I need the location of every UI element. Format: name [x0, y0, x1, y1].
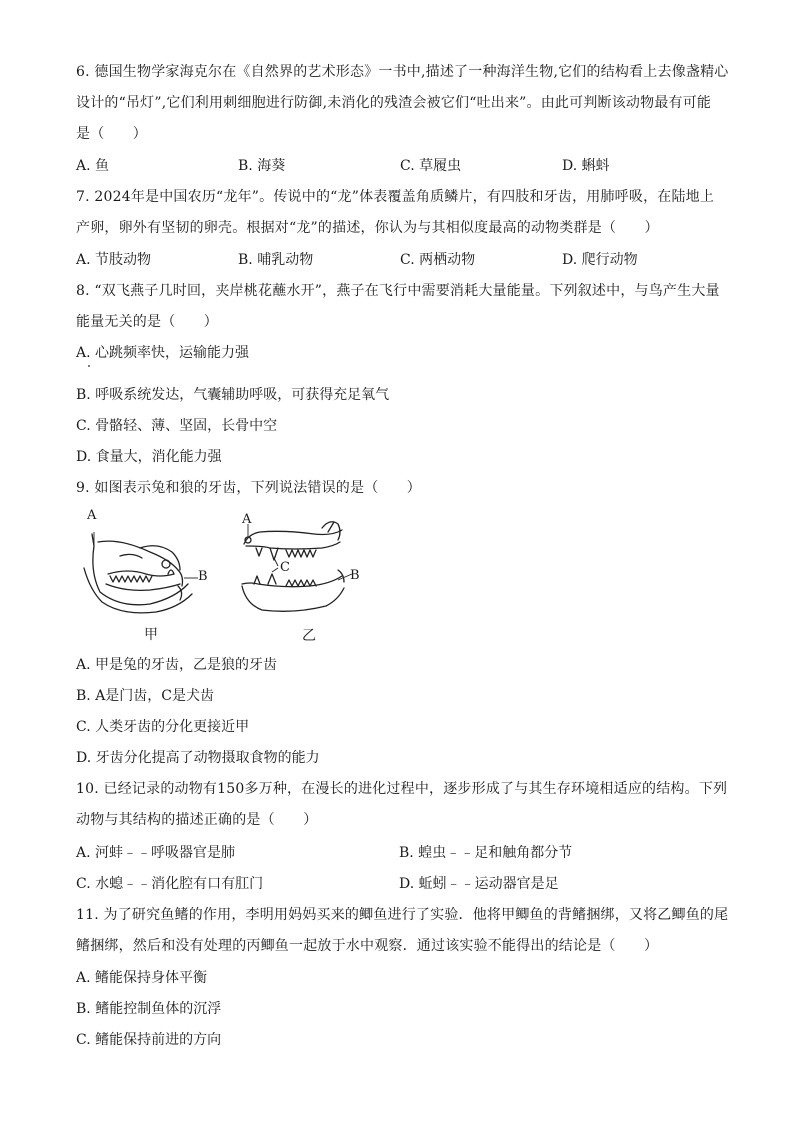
q11-stem-line-2: 鳍捆绑，然后和没有处理的丙鲫鱼一起放于水中观察．通过该实验不能得出的结论是（ ）: [76, 938, 659, 954]
q11-option-b: B. 鳍能控制鱼体的沉浮: [76, 1001, 222, 1017]
wolf-label-a: A: [242, 512, 252, 527]
q6-option-b: B. 海葵: [238, 158, 286, 174]
q6-stem-line-1: 6. 德国生物学家海克尔在《自然界的艺术形态》一书中,描述了一种海洋生物,它们的结构看上去像盏精心: [76, 64, 729, 80]
rabbit-label-a: A: [87, 508, 97, 523]
q7-option-c: C. 两栖动物: [400, 252, 476, 268]
q6-option-c: C. 草履虫: [400, 158, 462, 174]
q7-stem-line-1: 7. 2024年是中国农历“龙年”。传说中的“龙”体表覆盖角质鳞片，有四肢和牙齿，用肺呼吸，在陆地上: [76, 189, 715, 205]
q8-option-c: C. 骨骼轻、薄、坚固，长骨中空: [76, 418, 278, 434]
q10-option-a: A. 河蚌﹣﹣呼吸器官是肺: [76, 845, 236, 861]
figure-caption-yi: 乙: [302, 628, 316, 644]
q7-option-a: A. 节肢动物: [76, 252, 152, 268]
q10-stem-line-2: 动物与其结构的描述正确的是（ ）: [76, 812, 318, 828]
q10-stem-line-1: 10. 已经记录的动物有150多万种，在漫长的进化过程中，逐步形成了与其生存环境相适应的结构。下列: [76, 781, 728, 797]
q7-stem-line-2: 产卵，卵外有坚韧的卵壳。根据对“龙”的描述，你认为与其相似度最高的动物类群是（ ）: [76, 220, 659, 236]
q9-option-b: B. A是门齿，C是犬齿: [76, 688, 215, 704]
q7-option-b: B. 哺乳动物: [238, 252, 314, 268]
q6-stem-line-3: 是（ ）: [76, 126, 147, 142]
q6-stem-line-2: 设计的“吊灯”,它们利用刺细胞进行防御,未消化的残渣会被它们“吐出来”。由此可判断该动物最有可能: [76, 95, 712, 111]
q7-option-d: D. 爬行动物: [562, 252, 638, 268]
figure-caption-jia: 甲: [144, 627, 158, 643]
q9-option-c: C. 人类牙齿的分化更接近甲: [76, 719, 250, 735]
q11-stem-line-1: 11. 为了研究鱼鳍的作用，李明用妈妈买来的鲫鱼进行了实验．他将甲鲫鱼的背鳍捆绑，又将乙鲫鱼的尾: [76, 907, 729, 923]
q11-option-c: C. 鳍能保持前进的方向: [76, 1032, 222, 1048]
q9-option-a: A. 甲是兔的牙齿，乙是狼的牙齿: [76, 657, 278, 673]
q6-option-a: A. 鱼: [76, 158, 110, 174]
q8-stem-line-2: 能量无关的是（ ）: [76, 314, 218, 330]
q8-option-d: D. 食量大，消化能力强: [76, 449, 222, 465]
q8-stem-line-1: 8. “双飞燕子几时回，夹岸桃花蘸水开”，燕子在飞行中需要消耗大量能量。下列叙述中，与鸟产生大量: [76, 283, 720, 299]
q9-option-d: D. 牙齿分化提高了动物摄取食物的能力: [76, 750, 320, 766]
rabbit-skull-drawing: [80, 512, 220, 622]
q6-option-d: D. 蝌蚪: [562, 158, 610, 174]
q8-option-b: B. 呼吸系统发达，气囊辅助呼吸，可获得充足氧气: [76, 387, 390, 403]
rabbit-label-b: B: [198, 569, 208, 584]
q8-option-a: A. 心跳频率快，运输能力强: [76, 345, 250, 361]
q10-option-b: B. 蝗虫﹣﹣足和触角都分节: [399, 845, 573, 861]
q11-option-a: A. 鳍能保持身体平衡: [76, 970, 208, 986]
wolf-skull-drawing: [234, 510, 374, 622]
rabbit-teeth-figure: [80, 508, 220, 647]
wolf-teeth-figure: [234, 510, 374, 647]
wolf-label-c: C: [280, 560, 290, 575]
wolf-label-b: B: [350, 568, 360, 583]
q10-option-d: D. 蚯蚓﹣﹣运动器官是足: [399, 876, 559, 892]
q9-stem: 9. 如图表示兔和狼的牙齿，下列说法错误的是（ ）: [76, 480, 422, 496]
stray-mark: [88, 365, 90, 367]
q10-option-c: C. 水螅﹣﹣消化腔有口有肛门: [76, 876, 264, 892]
